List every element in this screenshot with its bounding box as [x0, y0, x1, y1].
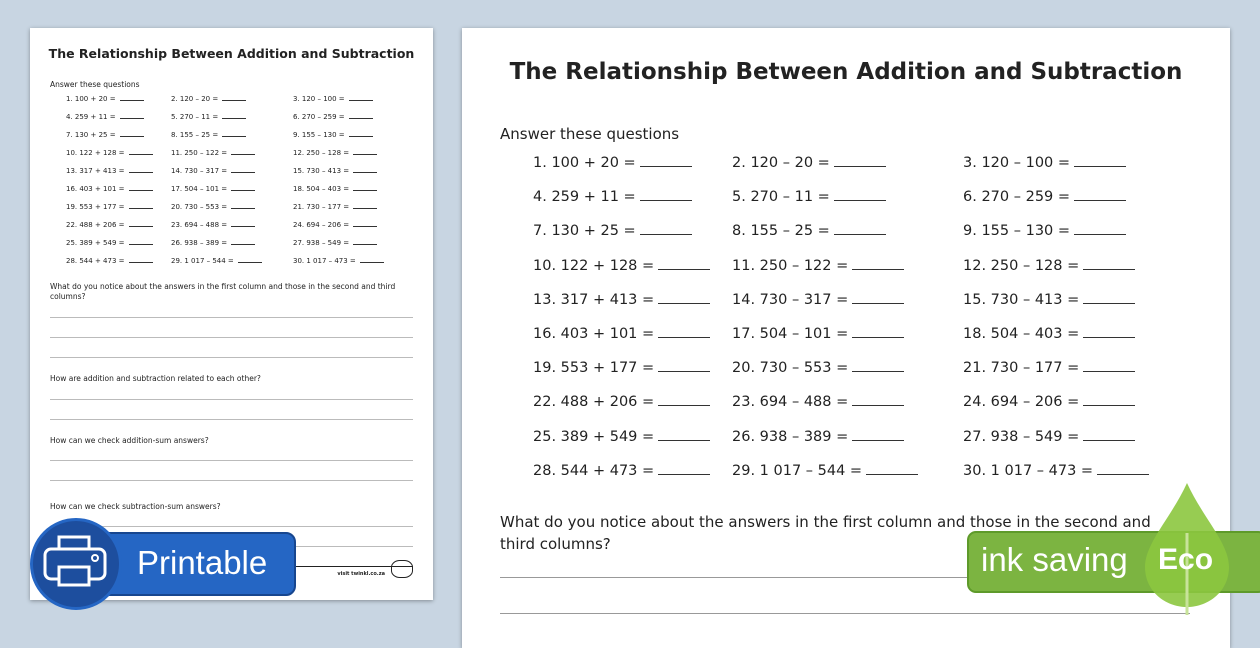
question-item	[171, 239, 255, 247]
question-text: 11. 250 – 122 =	[732, 257, 849, 274]
question-text: 2. 120 – 20 =	[732, 155, 830, 171]
question-text: 26. 938 – 389 =	[732, 428, 849, 445]
question-text: 13. 317 + 413 =	[66, 167, 125, 175]
answer-blank	[349, 118, 373, 119]
question-item	[171, 131, 246, 139]
answer-blank	[1083, 440, 1135, 441]
question-text: 16. 403 + 101 =	[66, 185, 125, 193]
question-text: 21. 730 – 177 =	[963, 360, 1080, 377]
answer-blank	[640, 200, 692, 201]
answer-blank	[1083, 405, 1135, 406]
question-text: 18. 504 – 403 =	[963, 326, 1080, 342]
answer-blank	[231, 190, 255, 191]
answer-blank	[238, 262, 262, 263]
question-item	[533, 326, 710, 342]
question-text: 18. 504 – 403 =	[293, 185, 350, 193]
question-text: 5. 270 – 11 =	[732, 189, 830, 206]
answer-blank	[349, 136, 373, 137]
answer-blank	[658, 440, 710, 441]
question-text: 1. 100 + 20 =	[533, 155, 636, 171]
question-text: 22. 488 + 206 =	[66, 221, 125, 229]
question-item	[533, 360, 710, 376]
question-item	[293, 95, 373, 103]
instruction-label: Answer these questions	[500, 125, 680, 143]
answer-blank	[852, 303, 904, 304]
question-text: 20. 730 – 553 =	[171, 203, 228, 211]
answer-blank	[129, 208, 153, 209]
question-text: 2. 120 – 20 =	[171, 95, 219, 103]
answer-blank	[1074, 166, 1126, 167]
answer-blank	[120, 118, 144, 119]
answer-blank	[120, 100, 144, 101]
worksheet-title: The Relationship Between Addition and Subtraction	[509, 59, 1183, 85]
question-item	[533, 223, 692, 239]
question-text: 24. 694 – 206 =	[963, 394, 1080, 411]
answer-blank	[1083, 371, 1135, 372]
answer-blank	[353, 226, 377, 227]
question-text: 4. 259 + 11 =	[533, 189, 636, 206]
answer-blank	[222, 136, 246, 137]
answer-blank	[658, 337, 710, 338]
question-item	[963, 463, 1149, 479]
answer-blank	[866, 474, 918, 475]
answer-blank	[658, 405, 710, 406]
question-item	[732, 326, 904, 342]
answer-blank	[852, 371, 904, 372]
question-item	[963, 155, 1126, 171]
question-text: 19. 553 + 177 =	[533, 360, 655, 377]
question-item	[732, 292, 904, 308]
answer-blank	[129, 172, 153, 173]
question-text: 17. 504 – 101 =	[171, 185, 228, 193]
question-item	[171, 113, 246, 121]
answer-blank	[129, 262, 153, 263]
question-item	[293, 257, 384, 265]
question-item	[171, 149, 255, 157]
answer-blank	[640, 166, 692, 167]
answer-blank	[231, 226, 255, 227]
question-text: 23. 694 – 488 =	[171, 221, 228, 229]
question-text: 3. 120 – 100 =	[293, 95, 345, 103]
question-item	[963, 292, 1135, 308]
question-text: 25. 389 + 549 =	[66, 239, 125, 247]
question-text: 15. 730 – 413 =	[963, 291, 1080, 308]
answer-blank	[834, 166, 886, 167]
prompt-3: How can we check addition-sum answers?	[50, 436, 209, 445]
question-item	[66, 149, 153, 157]
question-text: 20. 730 – 553 =	[732, 360, 849, 377]
answer-blank	[353, 208, 377, 209]
question-item	[293, 239, 377, 247]
answer-blank	[1074, 200, 1126, 201]
question-text: 12. 250 – 128 =	[963, 257, 1080, 274]
question-text: 17. 504 – 101 =	[732, 326, 849, 342]
question-text: 8. 155 – 25 =	[732, 223, 830, 240]
answer-blank	[129, 154, 153, 155]
question-text: 7. 130 + 25 =	[66, 131, 116, 139]
question-text: 24. 694 – 206 =	[293, 221, 350, 229]
answer-blank	[129, 190, 153, 191]
question-text: 15. 730 – 413 =	[293, 167, 350, 175]
question-item	[293, 203, 377, 211]
question-item	[963, 429, 1135, 445]
question-item	[171, 185, 255, 193]
answer-blank	[353, 154, 377, 155]
answer-blank	[353, 172, 377, 173]
question-text: 19. 553 + 177 =	[66, 203, 125, 211]
question-item	[66, 131, 144, 139]
question-item	[963, 360, 1135, 376]
question-text: 29. 1 017 – 544 =	[732, 462, 863, 479]
question-text: 16. 403 + 101 =	[533, 326, 655, 342]
question-text: 26. 938 – 389 =	[171, 239, 228, 247]
question-text: 12. 250 – 128 =	[293, 149, 350, 157]
instruction-label: Answer these questions	[50, 80, 140, 89]
question-text: 23. 694 – 488 =	[732, 394, 849, 411]
answer-blank	[834, 200, 886, 201]
question-item	[66, 167, 153, 175]
question-item	[66, 185, 153, 193]
question-item	[171, 95, 246, 103]
worksheet-title: The Relationship Between Addition and Subtraction	[48, 46, 415, 61]
question-text: 13. 317 + 413 =	[533, 291, 655, 308]
question-item	[732, 394, 904, 410]
answer-blank	[658, 269, 710, 270]
question-text: 29. 1 017 – 544 =	[171, 257, 234, 265]
answer-blank	[231, 208, 255, 209]
question-item	[171, 167, 255, 175]
answer-blank	[353, 190, 377, 191]
answer-blank	[852, 337, 904, 338]
question-item	[732, 463, 918, 479]
prompt-1: What do you notice about the answers in the first column and those in the second and third columns?	[500, 513, 1151, 553]
answer-blank	[231, 154, 255, 155]
question-text: 9. 155 – 130 =	[293, 131, 345, 139]
question-item	[171, 257, 262, 265]
question-text: 11. 250 – 122 =	[171, 149, 228, 157]
question-item	[732, 360, 904, 376]
answer-blank	[852, 440, 904, 441]
question-item	[66, 113, 144, 121]
ink-saving-label: ink saving	[981, 541, 1128, 578]
eco-label: Eco	[1158, 543, 1214, 576]
question-item	[293, 131, 373, 139]
question-item	[293, 113, 373, 121]
answer-blank	[1083, 269, 1135, 270]
answer-blank	[852, 269, 904, 270]
question-text: 25. 389 + 549 =	[533, 428, 655, 445]
question-text: 7. 130 + 25 =	[533, 223, 636, 240]
answer-blank	[349, 100, 373, 101]
question-text: 1. 100 + 20 =	[66, 95, 116, 103]
question-item	[963, 258, 1135, 274]
question-text: 14. 730 – 317 =	[171, 167, 228, 175]
question-item	[533, 189, 692, 205]
answer-blank	[1097, 474, 1149, 475]
question-text: 30. 1 017 – 473 =	[963, 462, 1094, 479]
question-text: 10. 122 + 128 =	[533, 257, 655, 274]
answer-blank	[640, 234, 692, 235]
question-text: 3. 120 – 100 =	[963, 155, 1071, 171]
question-text: 8. 155 – 25 =	[171, 131, 219, 139]
question-text: 9. 155 – 130 =	[963, 223, 1071, 240]
answer-blank	[658, 303, 710, 304]
printer-icon	[30, 518, 122, 610]
answer-blank	[658, 474, 710, 475]
question-item	[293, 185, 377, 193]
question-item	[732, 258, 904, 274]
answer-blank	[231, 244, 255, 245]
question-item	[533, 463, 710, 479]
worksheet-thumbnail	[30, 28, 433, 600]
prompt-1: What do you notice about the answers in the first column and those in the second and third columns?	[50, 282, 396, 301]
question-text: 5. 270 – 11 =	[171, 113, 219, 121]
question-item	[66, 203, 153, 211]
question-item	[963, 223, 1126, 239]
question-item	[293, 149, 377, 157]
answer-blank	[353, 244, 377, 245]
question-item	[732, 429, 904, 445]
question-item	[171, 203, 255, 211]
question-text: 4. 259 + 11 =	[66, 113, 116, 121]
question-item	[963, 394, 1135, 410]
question-item	[533, 429, 710, 445]
question-text: 21. 730 – 177 =	[293, 203, 350, 211]
question-item	[171, 221, 255, 229]
answer-blank	[222, 118, 246, 119]
question-text: 27. 938 – 549 =	[293, 239, 350, 247]
answer-blank	[1083, 303, 1135, 304]
answer-blank	[852, 405, 904, 406]
question-item	[66, 257, 153, 265]
answer-blank	[834, 234, 886, 235]
question-item	[293, 167, 377, 175]
question-item	[533, 292, 710, 308]
prompt-4: How can we check subtraction-sum answers?	[50, 502, 221, 511]
answer-blank	[129, 244, 153, 245]
answer-blank	[360, 262, 384, 263]
answer-blank	[222, 100, 246, 101]
question-text: 30. 1 017 – 473 =	[293, 257, 356, 265]
question-item	[732, 189, 886, 205]
question-text: 28. 544 + 473 =	[533, 462, 655, 479]
question-item	[66, 239, 153, 247]
answer-blank	[1074, 234, 1126, 235]
printable-label: Printable	[137, 544, 268, 581]
twinkl-logo	[391, 560, 413, 578]
question-item	[533, 258, 710, 274]
question-item	[533, 155, 692, 171]
question-text: 6. 270 – 259 =	[293, 113, 345, 121]
question-text: 6. 270 – 259 =	[963, 189, 1071, 206]
question-text: 22. 488 + 206 =	[533, 394, 655, 411]
question-item	[66, 221, 153, 229]
question-item	[293, 221, 377, 229]
answer-blank	[1083, 337, 1135, 338]
question-text: 28. 544 + 473 =	[66, 257, 125, 265]
question-item	[963, 189, 1126, 205]
footer-site: visit twinkl.co.za	[337, 571, 385, 577]
answer-blank	[120, 136, 144, 137]
question-text: 10. 122 + 128 =	[66, 149, 125, 157]
question-item	[963, 326, 1135, 342]
question-item	[66, 95, 144, 103]
question-text: 27. 938 – 549 =	[963, 428, 1080, 445]
question-item	[732, 155, 886, 171]
question-item	[732, 223, 886, 239]
answer-blank	[658, 371, 710, 372]
question-text: 14. 730 – 317 =	[732, 291, 849, 308]
prompt-2: How are addition and subtraction related to each other?	[50, 374, 261, 383]
answer-blank	[231, 172, 255, 173]
question-item	[533, 394, 710, 410]
answer-blank	[129, 226, 153, 227]
